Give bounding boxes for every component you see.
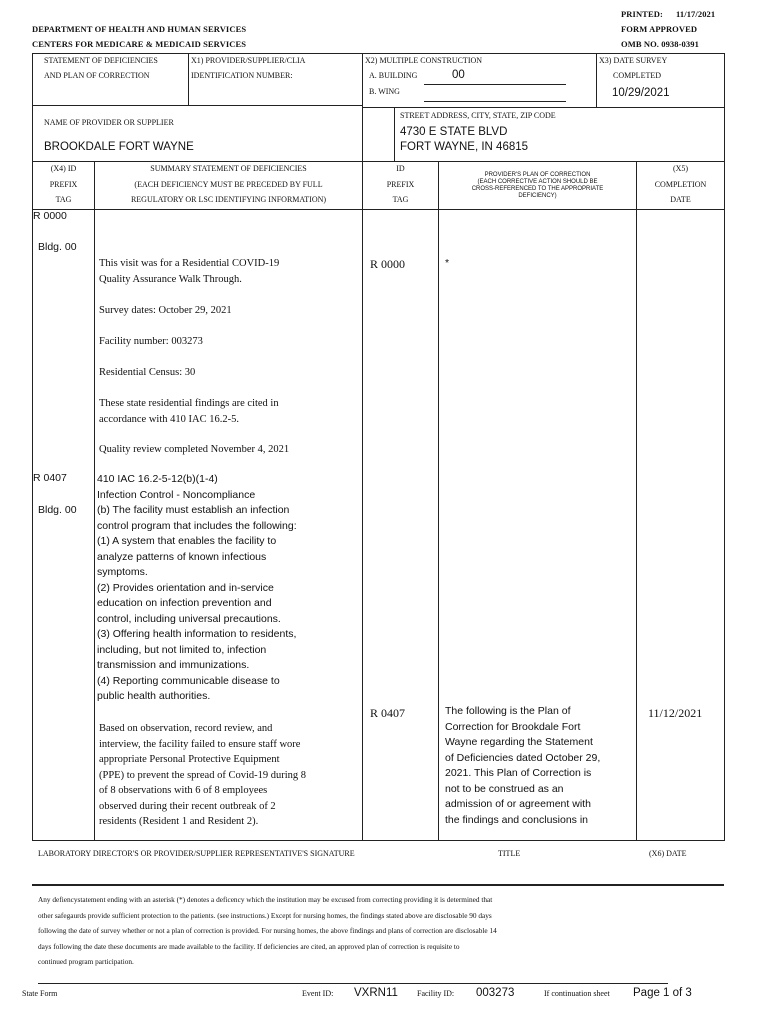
statement-label-1: STATEMENT OF DEFICIENCIES [44, 56, 158, 65]
col-x4-line1: (X4) ID [50, 164, 77, 173]
building-tag-1: Bldg. 00 [38, 241, 77, 253]
facility-id-value: 003273 [476, 987, 515, 999]
event-id-value: VXRN11 [354, 987, 398, 999]
regulation-text: 410 IAC 16.2-5-12(b)(1-4) Infection Control - Noncompliance (b) The facility must establish an infection control program that includes the following: (1) A system that enables the facility to analyze patterns of known infectious symptoms. (2) Provides orientation and in-service education on infection prevention and control, including universal precautions. (3) Offering health information to residents, including, but not limited to, infection transmission and immunizations. (4) Reporting communicable disease to public health authorities. [97, 473, 297, 702]
col-plan-line4: DEFICIENCY) [518, 193, 557, 199]
plan-of-correction-text: The following is the Plan of Correction for Brookdale Fort Wayne regarding the Statement of Deficiencies dated October 29, 2021. This Plan of Correction is not to be construed as an admission of or agreement with the findings and conclusions in [445, 705, 601, 826]
printed-label: PRINTED: [621, 9, 663, 19]
disclosure-footnote: Any defiencystatement ending with an asterisk (*) denotes a deficency which the institution may be excused from correcting providing it is determined that other safegaurds provide sufficient protection to the patients. (see instructions.) Except for nursing homes, the findings stated above are disclosable 90 days following the date of survey whether or not a plan of correction is provided. For nursing homes, the above findings and plans of correction are disclosable 14 days following the date these documents are made available to the facility. If deficiencies are cited, an approved plan of correction is requisite to continued program participation. [38, 895, 497, 967]
col-x5-line2: COMPLETION [654, 180, 707, 189]
col-plan-line2: (EACH CORRECTIVE ACTION SHOULD BE [477, 179, 598, 185]
quality-review: Quality review completed November 4, 2021 [99, 444, 290, 455]
building-tag-2: Bldg. 00 [38, 504, 77, 516]
provider-name-value: BROOKDALE FORT WAYNE [44, 141, 194, 153]
statement-label-2: AND PLAN OF CORRECTION [44, 71, 150, 80]
col-id-line3: TAG [392, 195, 409, 204]
completion-date: 11/12/2021 [648, 706, 703, 720]
col-id-line1: ID [396, 164, 405, 173]
col-x4-line2: PREFIX [49, 180, 78, 189]
provider-name-label: NAME OF PROVIDER OR SUPPLIER [44, 118, 174, 127]
director-signature-label: LABORATORY DIRECTOR'S OR PROVIDER/SUPPLIER REPRESENTATIVE'S SIGNATURE [38, 849, 355, 858]
facility-number: Facility number: 003273 [99, 336, 203, 347]
address-label: STREET ADDRESS, CITY, STATE, ZIP CODE [400, 111, 556, 120]
survey-dates: Survey dates: October 29, 2021 [99, 305, 232, 316]
wing-label: B. WING [369, 87, 400, 96]
findings-text: These state residential findings are cited in accordance with 410 IAC 16.2-5. [99, 398, 279, 425]
address-line-1: 4730 E STATE BLVD [400, 126, 508, 138]
facility-id-label: Facility ID: [417, 989, 455, 998]
department-title: DEPARTMENT OF HEALTH AND HUMAN SERVICES [32, 24, 247, 34]
x1-label-2: IDENTIFICATION NUMBER: [191, 71, 293, 80]
residential-census: Residential Census: 30 [99, 367, 196, 378]
title-label: TITLE [498, 849, 521, 858]
continuation-label: If continuation sheet [544, 989, 610, 998]
asterisk-mark: * [445, 257, 450, 269]
col-plan-line1: PROVIDER'S PLAN OF CORRECTION [484, 172, 591, 178]
x1-label-1: X1) PROVIDER/SUPPLIER/CLIA [191, 56, 306, 65]
col-plan-line3: CROSS-REFERENCED TO THE APPROPRIATE [471, 186, 604, 192]
state-form-label: State Form [22, 989, 58, 998]
page-number: Page 1 of 3 [633, 987, 692, 999]
id-r0000: R 0000 [370, 257, 406, 271]
x6-date-label: (X6) DATE [649, 849, 687, 858]
event-id-label: Event ID: [302, 989, 334, 998]
printed-date: 11/17/2021 [676, 9, 716, 19]
col-summary-line1: SUMMARY STATEMENT OF DEFICIENCIES [150, 164, 307, 173]
col-summary-line2: (EACH DEFICIENCY MUST BE PRECEDED BY FULL [134, 180, 323, 189]
cms-title: CENTERS FOR MEDICARE & MEDICAID SERVICES [32, 39, 247, 49]
id-r0407: R 0407 [370, 706, 406, 720]
form-approved: FORM APPROVED [621, 24, 698, 34]
building-value: 00 [452, 69, 465, 81]
col-x5-line1: (X5) [672, 164, 689, 173]
tag-r0000: R 0000 [33, 210, 67, 222]
x3-label-2: COMPLETED [613, 71, 661, 80]
col-summary-line3: REGULATORY OR LSC IDENTIFYING INFORMATION) [130, 195, 327, 204]
x3-label-1: X3) DATE SURVEY [599, 56, 668, 65]
col-x4-line3: TAG [55, 195, 72, 204]
survey-completed-date: 10/29/2021 [612, 87, 670, 99]
address-line-2: FORT WAYNE, IN 46815 [400, 141, 529, 153]
finding-text: Based on observation, record review, and interview, the facility failed to ensure staff wore appropriate Personal Protective Equipment (PPE) to prevent the spread of Covid-19 during 8 of 8 observations with 6 of 8 employees observed during their recent outbreak of 2 residents (Resident 1 and Resident 2). [99, 723, 307, 827]
col-id-line2: PREFIX [386, 180, 415, 189]
intro-text: This visit was for a Residential COVID-19 Quality Assurance Walk Through. [99, 258, 280, 285]
tag-r0407: R 0407 [33, 472, 67, 484]
building-label: A. BUILDING [369, 71, 418, 80]
omb-number: OMB NO. 0938-0391 [621, 39, 699, 49]
x2-label: X2) MULTIPLE CONSTRUCTION [365, 56, 483, 65]
col-x5-line3: DATE [670, 195, 691, 204]
